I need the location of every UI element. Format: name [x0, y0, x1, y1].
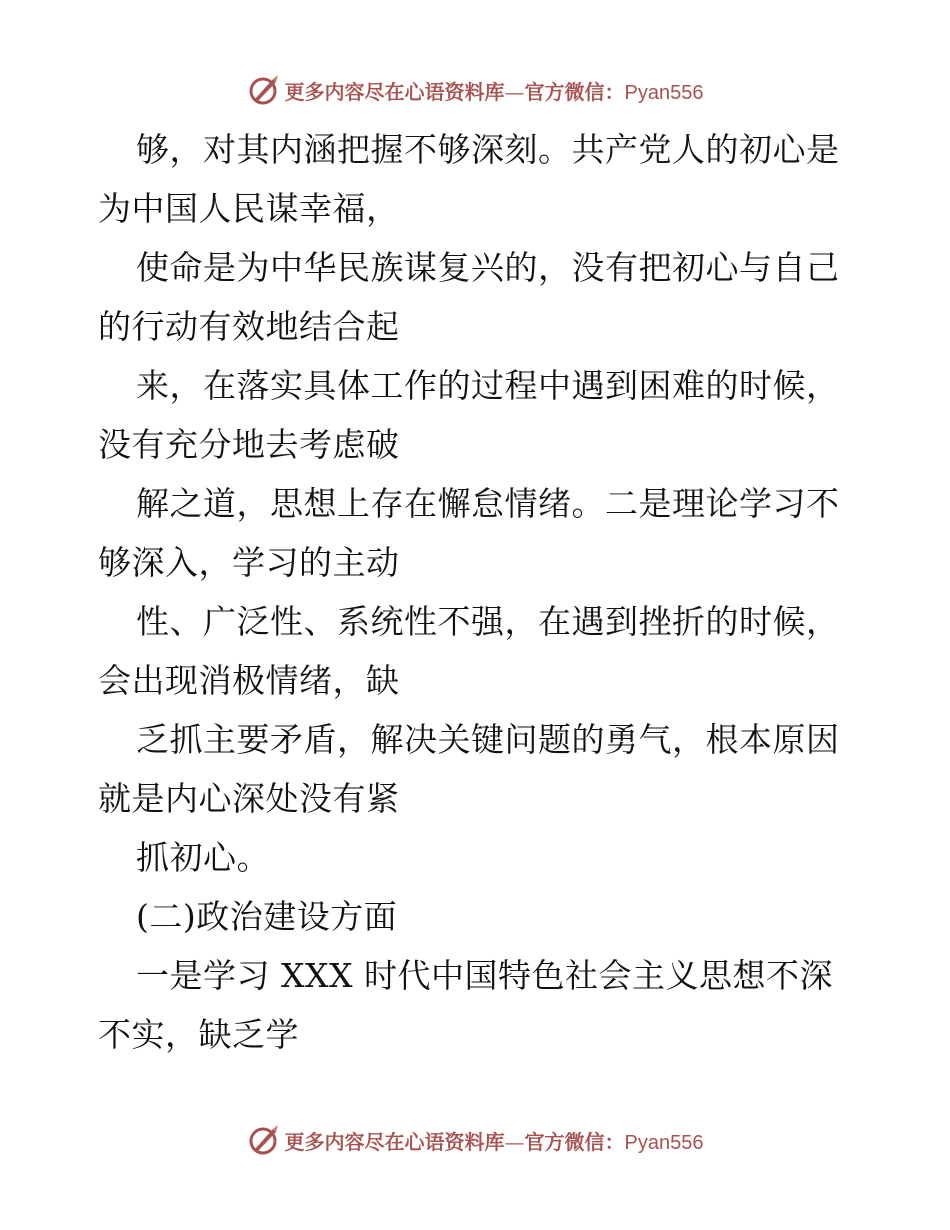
- watermark-wechat-id: Pyan556: [624, 1131, 704, 1154]
- body-text-line: 来，在落实具体工作的过程中遇到困难的时候，: [136, 366, 840, 405]
- body-text-line: 够深入，学习的主动: [98, 543, 400, 582]
- watermark-wechat-id: Pyan556: [624, 81, 704, 104]
- body-text-line: 乏抓主要矛盾，解决关键问题的勇气，根本原因: [136, 720, 840, 759]
- body-text-line: 性、广泛性、系统性不强，在遇到挫折的时候，: [136, 602, 840, 641]
- footer-watermark: [0, 1120, 950, 1160]
- document-body: [98, 120, 858, 1064]
- watermark-wechat-label: 官方微信：: [524, 79, 625, 104]
- watermark-text: [285, 1126, 704, 1155]
- body-text-line: 就是内心深处没有紧: [98, 779, 400, 818]
- watermark-text: [285, 76, 704, 105]
- body-text-line: 会出现消极情绪，缺: [98, 661, 400, 700]
- body-text-line: (二)政治建设方面: [136, 897, 398, 936]
- body-text-line: 一是学习 XXX 时代中国特色社会主义思想不深: [136, 956, 833, 995]
- watermark-dash: —: [504, 79, 525, 104]
- body-text-line: 够，对其内涵把握不够深刻。共产党人的初心是: [136, 130, 840, 169]
- body-text-line: 为中国人民谋幸福，: [98, 189, 400, 228]
- watermark-site-text: 更多内容尽在心语资料库: [284, 79, 505, 104]
- body-text-line: 没有充分地去考虑破: [98, 425, 400, 464]
- body-text-line: 的行动有效地结合起: [98, 307, 400, 346]
- watermark-wechat-label: 官方微信：: [524, 1129, 625, 1154]
- body-text-line: 不实，缺乏学: [98, 1015, 299, 1054]
- header-watermark: [0, 70, 950, 110]
- body-text-line: 抓初心。: [136, 838, 270, 877]
- quill-pen-logo-icon: [247, 1123, 281, 1157]
- body-text-line: 解之道，思想上存在懈怠情绪。二是理论学习不: [136, 484, 840, 523]
- body-text-line: 使命是为中华民族谋复兴的，没有把初心与自己: [136, 248, 840, 287]
- watermark-dash: —: [504, 1129, 525, 1154]
- watermark-site-text: 更多内容尽在心语资料库: [284, 1129, 505, 1154]
- quill-pen-logo-icon: [247, 73, 281, 107]
